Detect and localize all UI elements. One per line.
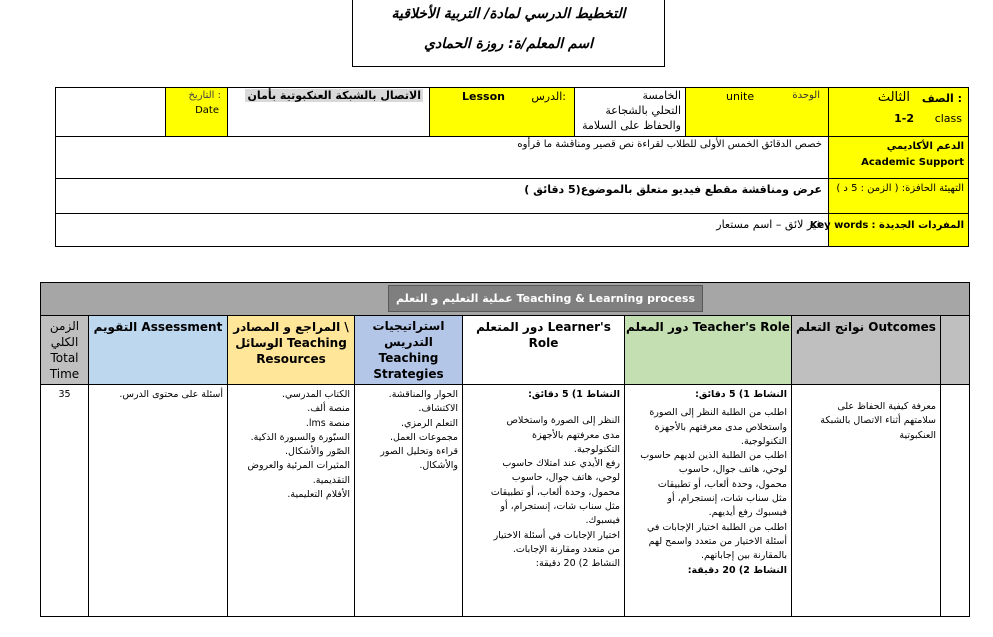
vocab-label-en: Key words (809, 220, 869, 231)
teacher-line: اطلب من الطلبة الذين لديهم حاسوب (640, 450, 787, 462)
strategy-item: الحوار والمناقشة. (388, 389, 458, 400)
support-value: خصص الدقائق الخمس الأولى للطلاب لقراءة نص قصير ومناقشة ما قرأوه (517, 139, 822, 150)
warmup-label: التهيئة الحافزة: ( الزمن : 5 د ) (829, 179, 968, 213)
assessment-cell (89, 386, 227, 616)
strategies-head-line3: Teaching (378, 351, 439, 365)
teacher-line: التكنولوجية. (740, 435, 787, 447)
resource-item: التقديمية. (312, 474, 350, 486)
learner-role-head: دور المتعلم Learner's Role (463, 316, 624, 384)
process-banner-row (41, 283, 969, 315)
class-value: 1-2 (894, 112, 914, 125)
resource-item: الكتاب المدرسي. (281, 389, 350, 400)
unit-label-cell (686, 88, 828, 136)
teacher-activity-2: النشاط 2) 20 دقيقة: (687, 564, 787, 576)
strategy-item: والأشكال. (419, 460, 458, 472)
time-value: 35 (58, 389, 71, 400)
unit-sub1: التحلي بالشجاعة (605, 104, 681, 117)
time-head-line1: الزمن (49, 319, 80, 333)
class-label: class (934, 112, 962, 125)
unit-sub2: والحفاظ على السلامة (582, 119, 681, 132)
strategy-item: مجموعات العمل. (390, 431, 458, 443)
teacher-line: محمول، وحدة ألعاب، أو تطبيقات (657, 478, 787, 490)
teacher-activity-1: النشاط 1) 5 دقائق: (695, 389, 787, 400)
outcomes-head: نواتج التعلم Outcomes (792, 316, 940, 384)
strategies-cell (355, 386, 462, 616)
teacher-role-head: دور المعلم Teacher's Role (625, 316, 791, 384)
outcome-line: العنكبوتية (899, 429, 936, 441)
time-head-line3: Total (50, 351, 79, 365)
lesson-label-en: Lesson (462, 90, 505, 103)
resources-head-line2: الوسائل Teaching (235, 336, 347, 350)
process-banner: عملية التعليم و التعلم Teaching & Learning process (388, 285, 703, 312)
support-label-ar: الدعم الأكاديمي (886, 141, 964, 152)
learner-line: رفع الأيدي عند امتلاك حاسوب (502, 458, 620, 470)
support-label-cell (829, 137, 968, 178)
teacher-name: اسم المعلم/ة: روزة الحمادي (424, 36, 593, 52)
time-head (41, 316, 88, 384)
vocab-value: غير لائق – اسم مستعار (716, 218, 822, 231)
teacher-line: مثل سناب شات، إنستجرام، أو (667, 493, 787, 505)
teacher-line: بالمقارنة بين إجاباتهم. (700, 550, 787, 562)
extra-col-head (941, 316, 969, 384)
strategies-head-line4: Strategies (373, 367, 444, 381)
learner-line: لوحي، هاتف جوال، حاسوب (511, 472, 620, 484)
strategy-item: قراءة وتحليل الصور (380, 446, 458, 458)
teacher-line: أسئلة الاختيار من متعدد واسمح لهم (648, 535, 787, 547)
resources-head (228, 316, 354, 384)
lesson-plan-title-box (352, 0, 665, 67)
strategies-head-line1: استراتيجيات (372, 319, 445, 333)
teacher-line: فيسبوك رفع أيديهم. (708, 507, 787, 519)
resources-head-line3: Resources (256, 352, 326, 366)
lesson-value-cell (228, 88, 429, 136)
learner-line: مثل سناب شات، إنستجرام، أو (500, 501, 620, 513)
learner-line: فيسبوك. (585, 515, 620, 527)
learner-line: محمول، وحدة ألعاب، أو تطبيقات (490, 486, 620, 498)
learner-line: من متعدد ومقارنة الإجابات. (512, 543, 620, 555)
warmup-value: عرض ومناقشة مقطع فيديو متعلق بالموضوع(5 دقائق ) (524, 183, 822, 196)
support-label-en: Academic Support (861, 157, 964, 168)
resource-item: الأفلام التعليمية. (287, 489, 350, 501)
resources-head-line1: المراجع و المصادر \ (233, 320, 349, 334)
resource-item: منصة ألف. (307, 403, 350, 415)
teacher-line: لوحي، هاتف جوال، حاسوب (678, 464, 787, 476)
unit-value: الخامسة (642, 89, 681, 102)
time-head-line2: الكلي (50, 335, 79, 349)
teacher-line: اطلب من الطلبة النظر إلى الصورة (649, 407, 787, 419)
strategies-head-line2: التدريس (384, 335, 433, 349)
strategies-head (355, 316, 462, 384)
time-head-line4: Time (49, 367, 80, 381)
outcome-line: سلامتهم أثناء الاتصال بالشبكة (820, 415, 936, 427)
resource-item: السبّورة والسبورة الذكية. (250, 431, 350, 443)
learner-line: التكنولوجية. (573, 443, 620, 455)
resource-item: المثيرات المرئية والعروض (247, 460, 350, 472)
strategy-item: الاكتشاف. (418, 403, 458, 415)
resources-cell (228, 386, 354, 616)
strategy-item: التعلم الرمزي. (400, 417, 458, 429)
date-label-ar: التاريخ : (188, 90, 221, 101)
date-cell (166, 88, 227, 136)
learner-line: اختيار الإجابات في أسئلة الاختيار (493, 529, 620, 541)
outcome-line: معرفة كيفية الحفاظ على (837, 401, 936, 412)
lesson-label-ar: الدرس: (531, 90, 566, 103)
teacher-role-cell (625, 386, 791, 616)
resource-item: منصة lms. (305, 417, 350, 429)
learner-activity-2: النشاط 2) 20 دقيقة: (535, 558, 620, 570)
grade-label: الصف : (921, 92, 962, 105)
learner-line: مدى معرفتهم بالأجهزة (531, 429, 620, 441)
resource-item: الصّور والأشكال. (285, 446, 350, 458)
unit-value-cell (575, 88, 685, 136)
unit-label-en: unite (726, 90, 755, 103)
assessment-text: أسئلة على محتوى الدرس. (119, 389, 223, 400)
time-cell (41, 386, 88, 616)
unit-label-ar: الوحدة (792, 90, 820, 101)
learner-line: النظر إلى الصورة واستخلاص (506, 415, 620, 427)
assessment-head: التقويم Assessment (89, 316, 227, 384)
learner-role-cell (463, 386, 624, 616)
grade-value: الثالث (877, 90, 910, 105)
plan-title: التخطيط الدرسي لمادة/ التربية الأخلاقية (391, 6, 626, 22)
vocab-label-ar: المفردات الجديدة : (871, 220, 964, 231)
grade-cell (829, 88, 968, 136)
date-label-en: Date (195, 105, 219, 116)
lesson-value: الاتصال بالشبكة العنكبوتية بأمان (247, 89, 421, 102)
teacher-line: اطلب من الطلبة اختيار الإجابات في (646, 521, 787, 533)
learner-activity-1: النشاط 1) 5 دقائق: (528, 389, 620, 400)
lesson-label-cell (430, 88, 574, 136)
teacher-line: واستخلاص مدى معرفتهم بالأجهزة (654, 421, 787, 433)
vocab-label-cell (809, 214, 968, 246)
outcomes-cell (792, 386, 940, 616)
